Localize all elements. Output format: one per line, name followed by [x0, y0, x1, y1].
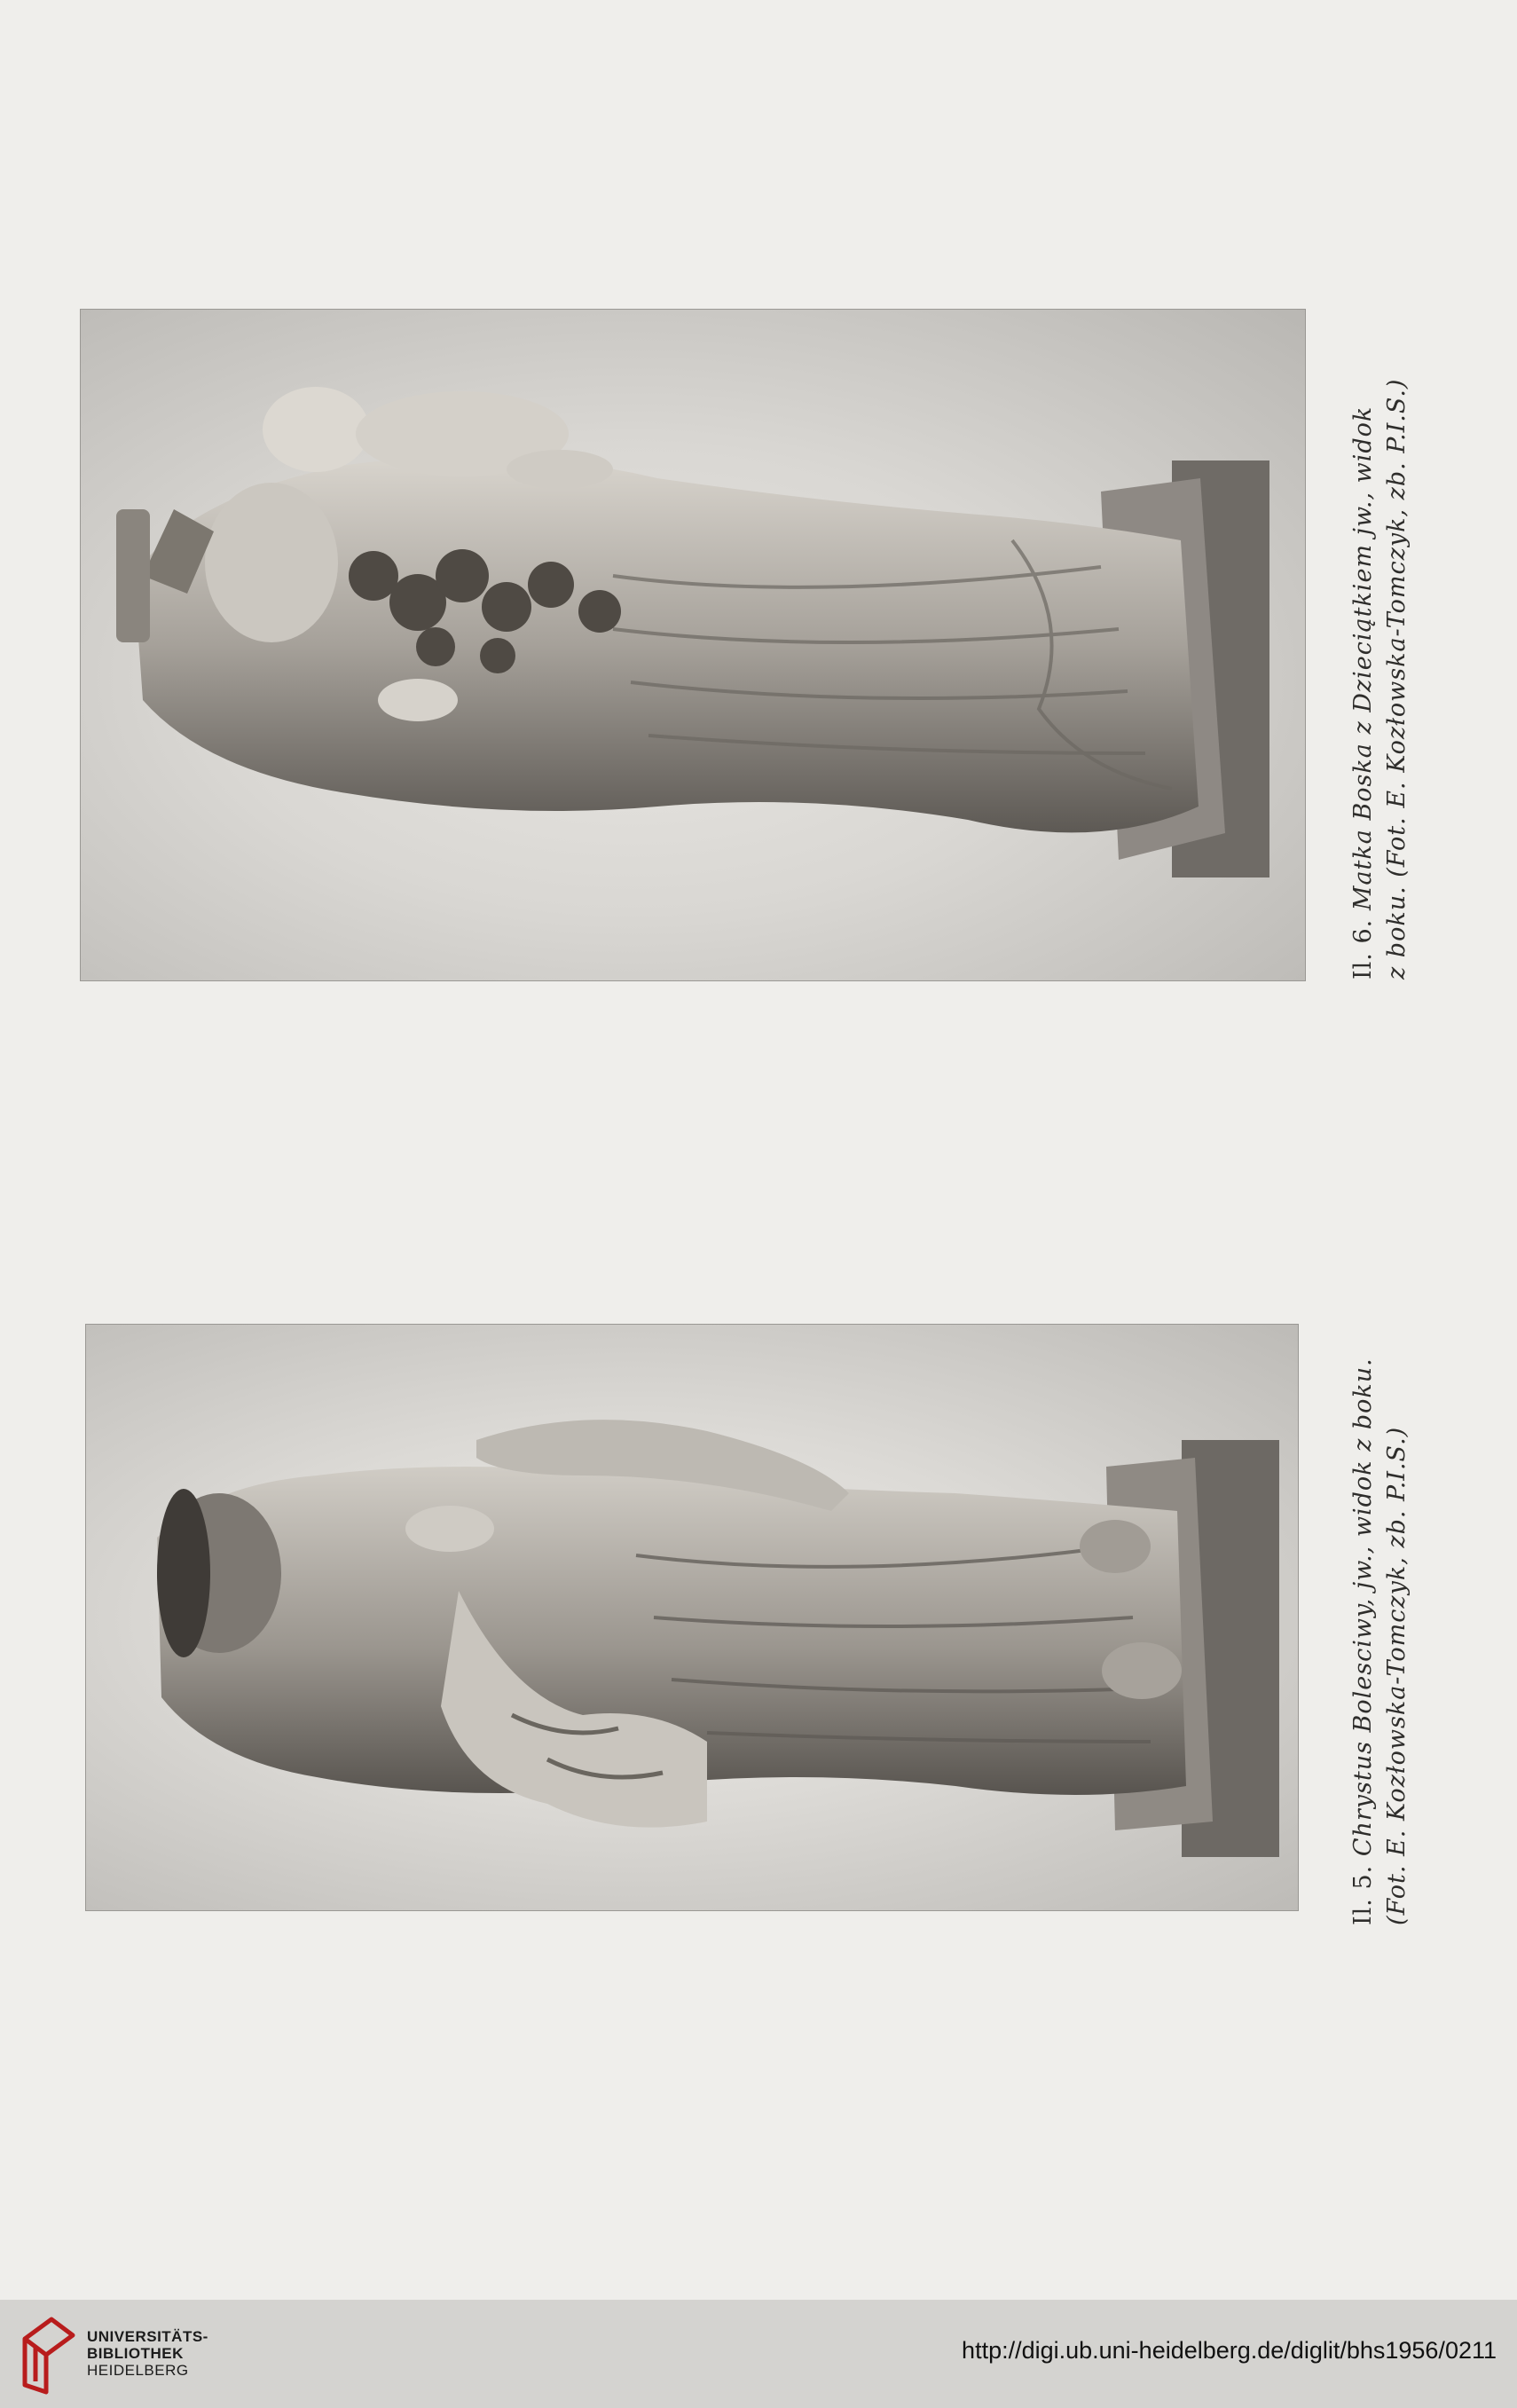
caption-number: Il. 5. [1349, 1864, 1377, 1925]
photo-madonna-with-child [80, 309, 1306, 981]
logo-line-1: UNIVERSITÄTS- [87, 2328, 208, 2345]
caption-figure-6 [1347, 379, 1414, 980]
caption-number: Il. 6. [1349, 918, 1377, 980]
caption-figure-5 [1347, 1357, 1414, 1925]
caption-line-1: Matka Boska z Dzieciątkiem jw., widok [1349, 405, 1377, 919]
logo-line-3: HEIDELBERG [87, 2362, 189, 2379]
caption-line-1: Chrystus Bolesciwy, jw., widok z boku. [1349, 1357, 1377, 1865]
library-footer-bar [0, 2300, 1517, 2408]
christ-statue-illustration [86, 1325, 1298, 1910]
page-url-link[interactable]: http://digi.ub.uni-heidelberg.de/diglit/bhs1956/0211 [962, 2337, 1497, 2364]
logo-line-2: BIBLIOTHEK [87, 2345, 184, 2362]
photo-christ-figure [85, 1324, 1299, 1911]
library-logo-icon [18, 2312, 80, 2396]
caption-line-2: z boku. (Fot. E. Kozłowska-Tomczyk, zb. P.I.S.) [1383, 378, 1411, 980]
madonna-statue-illustration [81, 310, 1305, 980]
caption-line-2: (Fot. E. Kozłowska-Tomczyk, zb. P.I.S.) [1383, 1426, 1411, 1925]
library-logo-text [87, 2328, 208, 2379]
